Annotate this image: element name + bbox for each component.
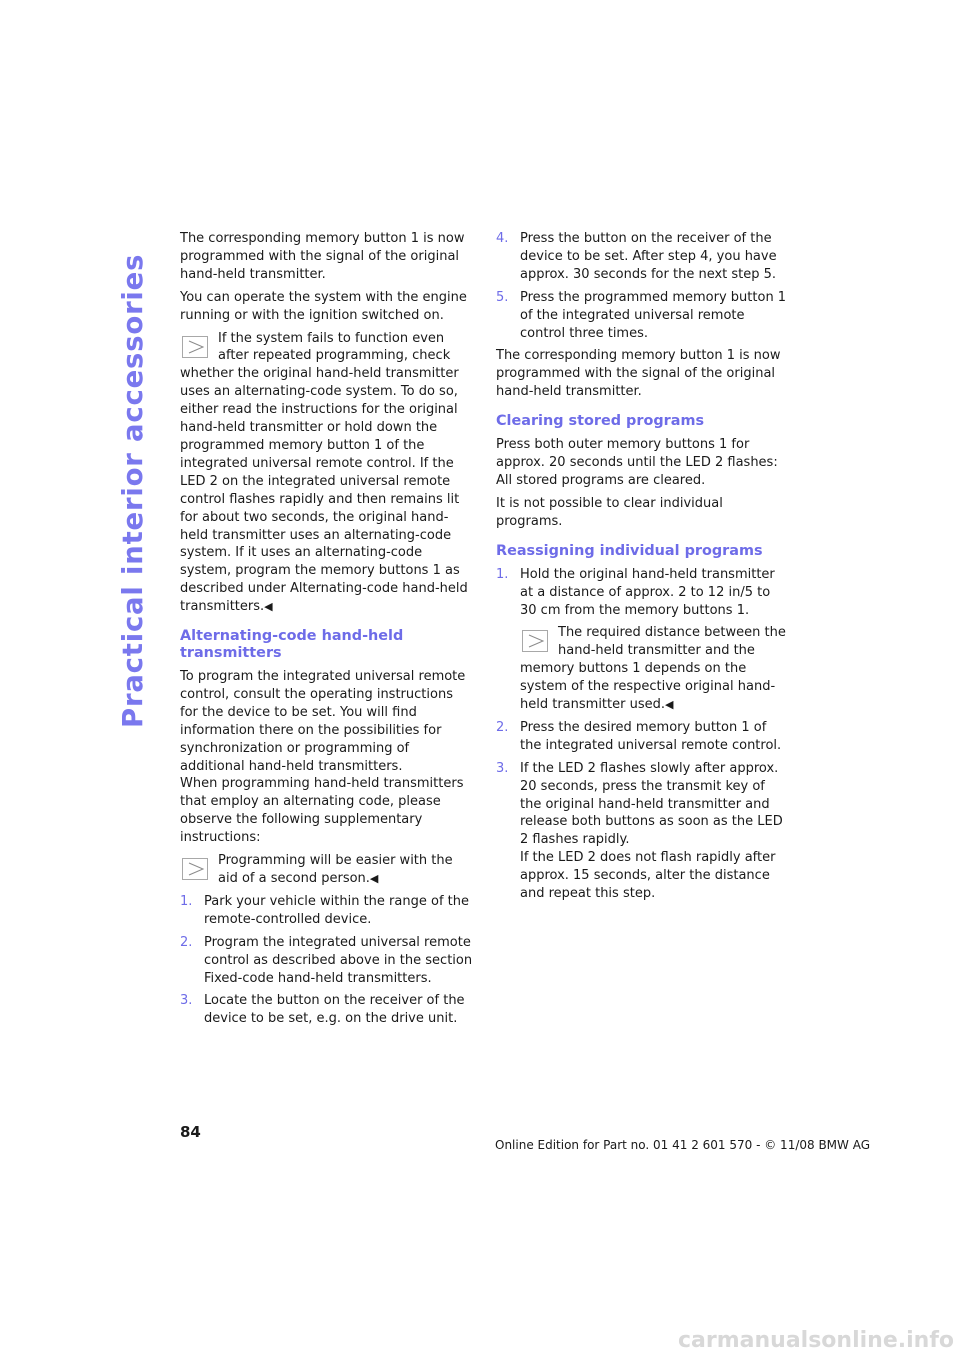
list-item [496,760,790,903]
step-text: If the LED 2 does not flash rapidly after approx. 15 seconds, alter the distance and repeat this step. [520,850,776,902]
list-item [180,893,474,929]
step-text: Press the programmed memory button 1 of the integrated universal remote control three times. [520,289,787,341]
section-heading: Clearing stored programs [496,413,705,430]
step-number: 1. [496,566,509,582]
step-text: Program the integrated universal remote control as described above in the section Fixed-code hand-held transmitters. [204,934,473,986]
paragraph: The corresponding memory button 1 is now programmed with the signal of the original hand-held transmitter. [496,348,781,400]
step-number: 3. [180,993,193,1009]
step-list [496,566,790,620]
section-heading: Reassigning individual programs [496,542,763,559]
side-title: Practical interior accessories [117,253,149,728]
step-number: 4. [496,231,509,246]
right-column [496,230,790,908]
end-mark: ◀ [665,698,674,712]
footer: Online Edition for Part no. 01 41 2 601 570 - © 11/08 BMW AG [495,1138,871,1152]
paragraph: Press both outer memory buttons 1 for approx. 20 seconds until the LED 2 flashes: All stored programs are cleared. [496,437,778,488]
paragraph: The corresponding memory button 1 is now programmed with the signal of the original hand-held transmitter. [180,231,465,282]
note-box [180,852,474,888]
step-text: Hold the original hand-held transmitter at a distance of approx. 2 to 12 in/5 to 30 cm from the memory buttons 1. [520,566,775,618]
left-column [180,230,474,1033]
step-list [496,230,790,342]
list-item [496,566,790,620]
step-number: 5. [496,289,509,305]
watermark: carmanualsonline.info [678,1328,954,1353]
list-item [496,230,790,284]
step-text: If the LED 2 flashes slowly after approx. 20 seconds, press the transmit key of the original hand-held transmitter and release both buttons as soon as the LED 2 flashes rapidly. [520,760,783,848]
list-item [180,934,474,988]
step-number: 3. [496,760,509,776]
step-text: Press the desired memory button 1 of the integrated universal remote control. [520,719,782,753]
end-mark: ◀ [264,600,273,614]
paragraph: When programming hand-held transmitters that employ an alternating code, please observe the following supplementary instructions: [180,776,464,846]
paragraph: To program the integrated universal remote control, consult the operating instructions for the device to be set. You will find information there on the possibilities for synchronization or programming of additional hand-held transmitters. [180,669,466,774]
note-text: If the system fails to function even after repeated programming, check whether the original hand-held transmitter uses an alternating-code system. To do so, either read the instructions for the original hand-held transmitter or hold down the programmed memory button 1 of the integrated universal remote control. If the LED 2 on the integrated universal remote control flashes rapidly and then remains lit for about two seconds, the original hand-held transmitter uses an alternating-code system. If it uses an alternating-code system, program the memory buttons 1 as described under Alternating-code hand-held transmitters. [180,330,468,615]
page-number: 84 [180,1123,201,1141]
list-item [180,992,474,1028]
note-triangle-icon [182,336,208,358]
step-text: Park your vehicle within the range of the remote-controlled device. [204,893,469,927]
step-text: Locate the button on the receiver of the device to be set, e.g. on the drive unit. [204,993,465,1027]
list-item [496,719,790,755]
section-heading: Alternating-code hand-held transmitters [180,628,404,662]
step-list [180,893,474,1028]
end-mark: ◀ [369,872,379,885]
note-triangle-icon [522,630,548,652]
note-text: The required distance between the hand-held transmitter and the memory buttons 1 depends on the system of the respective original hand-held transmitter used. [520,625,786,713]
note-triangle-icon [182,858,208,880]
step-number: 1. [180,893,193,909]
note-text: Programming will be easier with the aid of a second person. [218,853,453,886]
step-number: 2. [180,934,193,950]
list-item [496,289,790,343]
note-box [520,624,790,714]
step-text: Press the button on the receiver of the device to be set. After step 4, you have approx. 30 seconds for the next step 5. [520,231,777,282]
paragraph: It is not possible to clear individual programs. [496,495,723,529]
step-list [496,719,790,903]
note-box [180,330,474,617]
step-number: 2. [496,719,509,735]
paragraph: You can operate the system with the engine running or with the ignition switched on. [180,289,467,323]
